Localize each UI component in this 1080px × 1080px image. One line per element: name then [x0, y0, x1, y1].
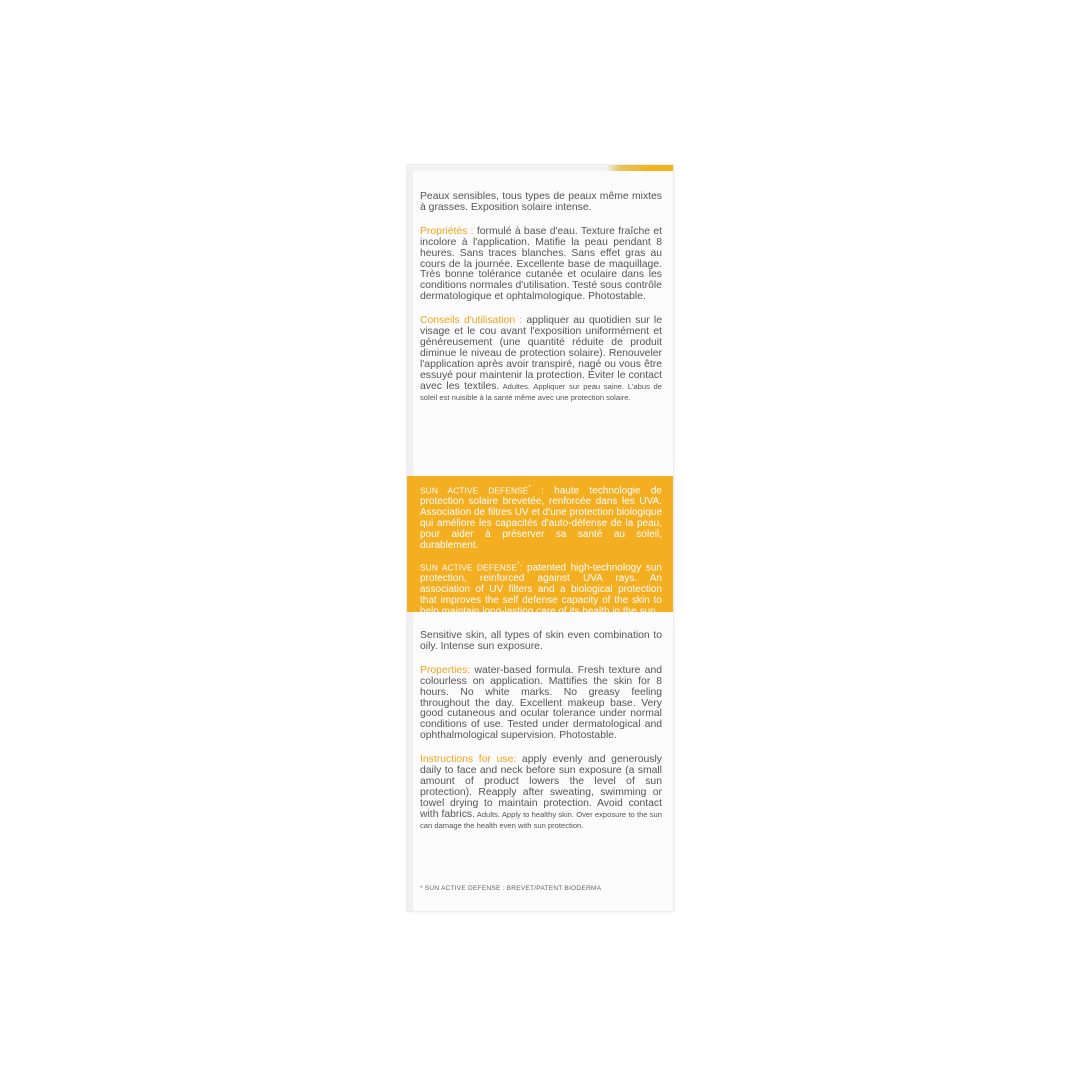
band-fr-brand: SUN ACTIVE DEFENSE	[420, 485, 529, 496]
band-en-brand: SUN ACTIVE DEFENSE	[420, 562, 518, 573]
band-fr-text: : haute technologie de protection solaire brevetée, renforcée dans les UVA. Association de filtres UV et d'une protection biologique qui améliore les capacités d'auto-défense de la peau, pour aider à préserver sa santé au soleil, durablement.	[420, 485, 662, 551]
band-en	[420, 560, 662, 618]
patent-footnote: * SUN ACTIVE DEFENSE : BREVET/PATENT BIODERMA	[420, 885, 602, 892]
fr-usage-label: Conseils d'utilisation :	[420, 315, 523, 327]
fr-usage-text: appliquer au quotidien sur le visage et le cou avant l'exposition uniformément et généreusement (une quantité réduite de produit diminue le niveau de protection solaire). Renouveler l'application après avoir transpiré, nagé ou vous être essuyé pour maintenir la protection. Éviter le contact avec les textiles.	[420, 315, 662, 392]
band-fr-tm: *	[528, 485, 531, 491]
en-usage-text: apply evenly and generously daily to face and neck before sun exposure (a small amount of product lowers the level of sun protection). Reapply after sweating, swimming or towel drying to maintain protection. Avoid contact with fabrics.	[420, 754, 662, 820]
band-en-text: : patented high-technology sun protection, reinforced against UVA rays. An association of UV filters and a biological protection that improves the self defense capacity of the skin to help maintain long-lasting care of its health in the sun.	[420, 562, 662, 617]
english-text-block	[420, 631, 662, 845]
product-box-side-panel	[407, 165, 673, 911]
fr-properties	[420, 227, 662, 303]
french-text-block	[420, 192, 662, 416]
en-properties	[420, 666, 662, 742]
box-top-edge	[407, 165, 673, 171]
en-properties-label: Properties:	[420, 664, 471, 676]
en-usage-small: Adults. Apply to healthy skin. Over exposure to the sun can damage the health even with sun protection.	[420, 809, 662, 830]
band-en-tm: *	[517, 561, 520, 568]
en-properties-text: water-based formula. Fresh texture and colourless on application. Mattifies the skin for 8 hours. No white marks. No greasy feeling throughout the day. Excellent makeup base. Very good cutaneous and ocular tolerance under normal conditions of use. Tested under dermatological and ophthalmological supervision. Photostable.	[420, 664, 662, 742]
band-fr	[420, 483, 662, 552]
fr-properties-text: formulé à base d'eau. Texture fraîche et incolore à l'application. Matifie la peau pendant 8 heures. Sans traces blanches. Sans effet gras au cours de la journée. Excellente base de maquillage. Très bonne tolérance cutanée et oculaire dans les conditions normales d'utilisation. Testé sous contrôle dermatologique et ophtalmologique. Photostable.	[420, 225, 662, 303]
fr-properties-label: Propriétés :	[420, 225, 474, 237]
fr-intro: Peaux sensibles, tous types de peaux même mixtes à grasses. Exposition solaire intense.	[420, 191, 662, 213]
en-intro: Sensitive skin, all types of skin even combination to oily. Intense sun exposure.	[420, 630, 662, 652]
en-usage-label: Instructions for use:	[420, 754, 517, 766]
fr-usage	[420, 316, 662, 403]
fr-usage-small: Adultes. Appliquer sur peau saine. L'abus de soleil est nuisible à la santé même avec une protection solaire.	[420, 381, 663, 402]
band-text-block	[420, 483, 662, 626]
en-usage	[420, 755, 662, 831]
